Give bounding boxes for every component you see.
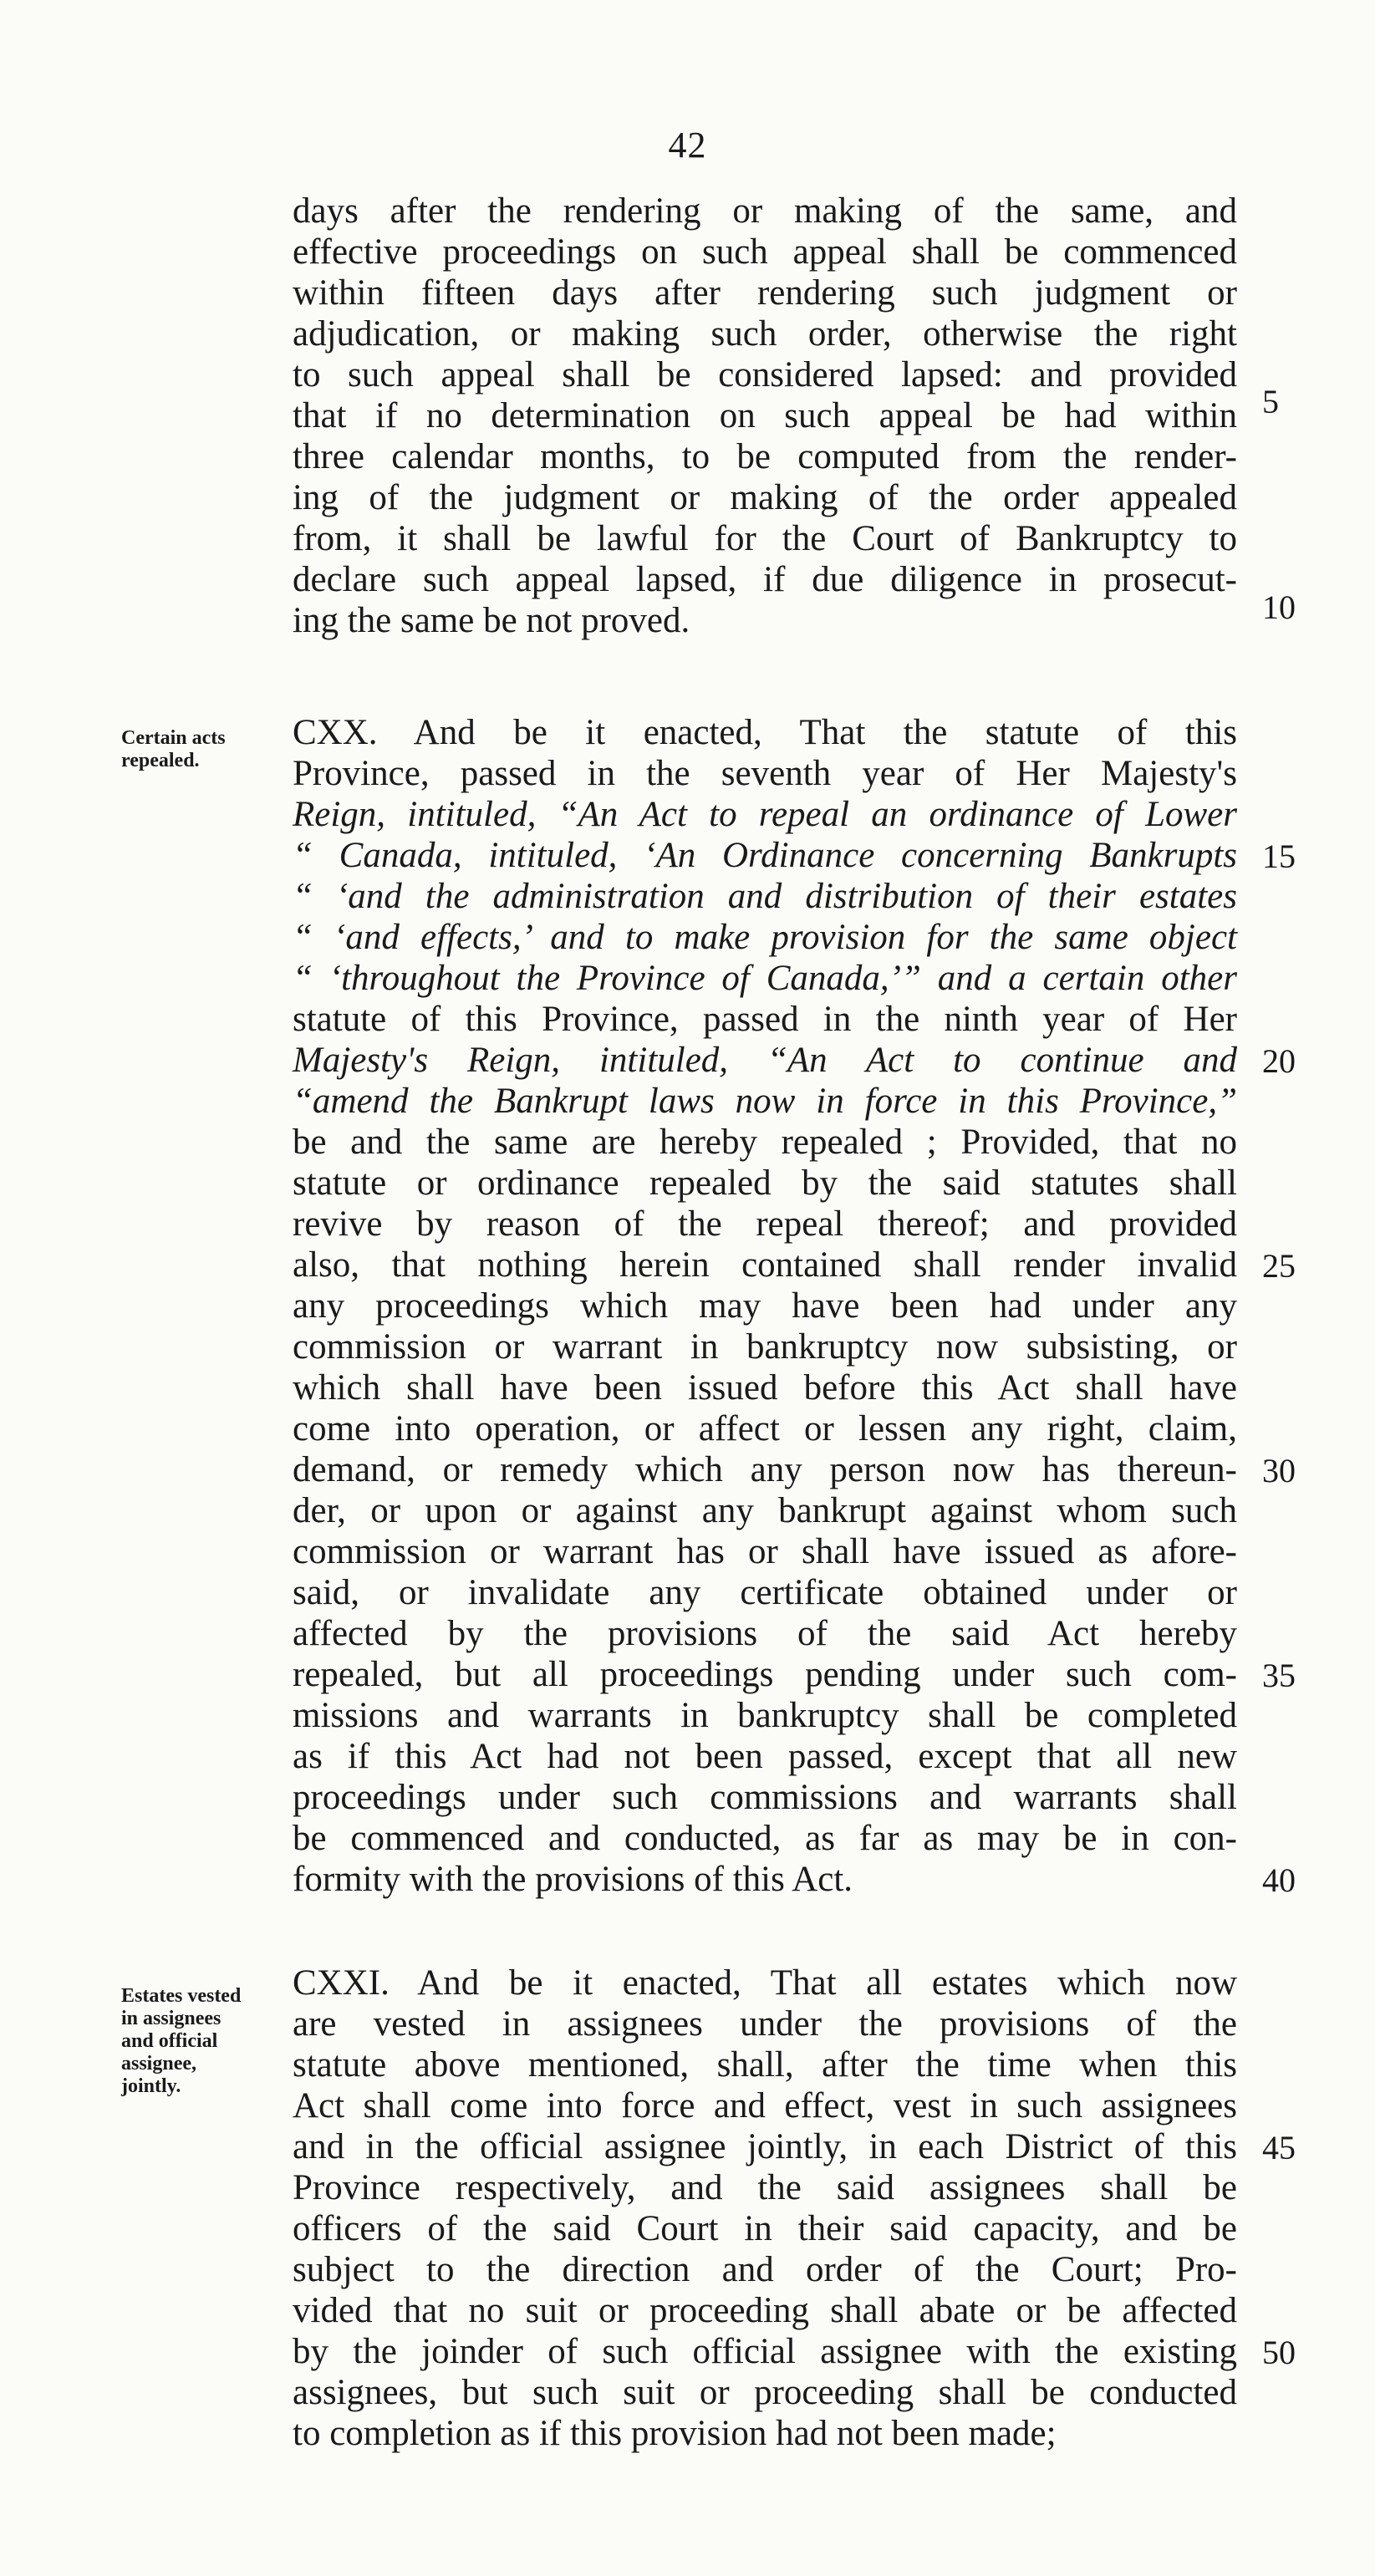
margin-note-line: repealed. — [121, 750, 200, 771]
page-number: 42 — [668, 125, 707, 165]
text-line: “amend the Bankrupt laws now in force in this Province,” — [293, 1082, 1237, 1121]
line-number-45: 45 — [1262, 2129, 1296, 2166]
line-number-30: 30 — [1262, 1452, 1296, 1489]
margin-note-line: Estates vested — [121, 1985, 242, 2007]
text-line: “ Canada, intituled, ‘An Ordinance concerning Bankrupts — [293, 836, 1237, 875]
text-line: Reign, intituled, “An Act to repeal an ordinance of Lower — [293, 795, 1237, 834]
text-line: affected by the provisions of the said Act hereby — [293, 1614, 1237, 1653]
text-line: adjudication, or making such order, otherwise the right — [293, 314, 1237, 354]
text-line: vided that no suit or proceeding shall abate or be affected — [293, 2291, 1237, 2330]
text-line: statute of this Province, passed in the ninth year of Her — [293, 1000, 1237, 1039]
line-number-35: 35 — [1262, 1657, 1296, 1694]
text-line: “ ‘and effects,’ and to make provision for the same object — [293, 918, 1237, 957]
text-line: CXX. And be it enacted, That the statute of this — [293, 713, 1237, 752]
line-number-5: 5 — [1262, 383, 1279, 420]
line-number-50: 50 — [1262, 2334, 1296, 2371]
text-line: assignees, but such suit or proceeding shall be conducted — [293, 2373, 1237, 2412]
line-number-40: 40 — [1262, 1861, 1296, 1899]
text-line: Act shall come into force and effect, vest in such assignees — [293, 2086, 1237, 2125]
text-line: are vested in assignees under the provisions of the — [293, 2004, 1237, 2044]
text-line: der, or upon or against any bankrupt against whom such — [293, 1491, 1237, 1530]
margin-note-line: Certain acts — [121, 727, 226, 749]
text-line: proceedings under such commissions and warrants shall — [293, 1778, 1237, 1817]
text-line: be and the same are hereby repealed ; Provided, that no — [293, 1123, 1237, 1162]
text-line: three calendar months, to be computed from the render- — [293, 437, 1237, 476]
text-line: Province, passed in the seventh year of Her Majesty's — [293, 754, 1237, 793]
text-line: declare such appeal lapsed, if due diligence in prosecut- — [293, 560, 1237, 599]
text-line: Province respectively, and the said assignees shall be — [293, 2168, 1237, 2207]
margin-note-line: and official — [121, 2030, 218, 2052]
text-line: subject to the direction and order of the Court; Pro- — [293, 2250, 1237, 2289]
text-line: also, that nothing herein contained shall render invalid — [293, 1245, 1237, 1285]
text-line: as if this Act had not been passed, except that all new — [293, 1737, 1237, 1776]
text-line: officers of the said Court in their said capacity, and be — [293, 2209, 1237, 2248]
line-number-20: 20 — [1262, 1042, 1296, 1080]
text-line: commission or warrant has or shall have issued as afore- — [293, 1532, 1237, 1571]
text-line: days after the rendering or making of the same, and — [293, 191, 1237, 231]
text-line: revive by reason of the repeal thereof; and provided — [293, 1204, 1237, 1244]
paragraph-continuation — [293, 191, 1237, 641]
text-line: come into operation, or affect or lessen any right, claim, — [293, 1409, 1237, 1448]
text-line: from, it shall be lawful for the Court of Bankruptcy to — [293, 519, 1237, 558]
text-line: statute or ordinance repealed by the said statutes shall — [293, 1163, 1237, 1203]
text-line: formity with the provisions of this Act. — [293, 1860, 853, 1899]
text-line: effective proceedings on such appeal shall be commenced — [293, 232, 1237, 272]
text-line: demand, or remedy which any person now has thereun- — [293, 1450, 1237, 1489]
text-line: any proceedings which may have been had under any — [293, 1286, 1237, 1326]
margin-note-line: in assignees — [121, 2008, 222, 2029]
text-line: “ ‘and the administration and distribution of their estates — [293, 877, 1237, 916]
text-line: CXXI. And be it enacted, That all estates which now — [293, 1963, 1237, 2003]
text-line: statute above mentioned, shall, after the time when this — [293, 2045, 1237, 2085]
text-line: “ ‘throughout the Province of Canada,’” and a certain other — [293, 959, 1237, 998]
text-line: and in the official assignee jointly, in each District of this — [293, 2127, 1237, 2166]
text-line: to such appeal shall be considered lapsed: and provided — [293, 355, 1237, 395]
text-line: said, or invalidate any certificate obtained under or — [293, 1573, 1237, 1612]
text-line: ing the same be not proved. — [293, 601, 690, 640]
text-line: by the joinder of such official assignee with the existing — [293, 2332, 1237, 2371]
text-line: ing of the judgment or making of the order appealed — [293, 478, 1237, 517]
section-cxxi — [293, 1963, 1237, 2454]
text-line: to completion as if this provision had not been made; — [293, 2414, 1057, 2453]
text-line: Majesty's Reign, intituled, “An Act to continue and — [293, 1041, 1237, 1080]
text-line: repealed, but all proceedings pending under such com- — [293, 1655, 1237, 1694]
margin-note-line: assignee, — [121, 2053, 196, 2075]
text-line: missions and warrants in bankruptcy shall be completed — [293, 1696, 1237, 1735]
margin-note-line: jointly. — [121, 2075, 181, 2097]
margin-note-cxx — [121, 727, 297, 772]
line-number-10: 10 — [1262, 588, 1296, 626]
text-line: that if no determination on such appeal be had within — [293, 396, 1237, 435]
text-line: be commenced and conducted, as far as may be in con- — [293, 1819, 1237, 1858]
text-line: which shall have been issued before this Act shall have — [293, 1368, 1237, 1408]
text-line: within fifteen days after rendering such judgment or — [293, 273, 1237, 313]
line-number-25: 25 — [1262, 1247, 1296, 1285]
margin-note-cxxi — [121, 1985, 297, 2098]
text-line: commission or warrant in bankruptcy now subsisting, or — [293, 1327, 1237, 1367]
line-number-15: 15 — [1262, 837, 1296, 875]
section-cxx — [293, 712, 1237, 1900]
